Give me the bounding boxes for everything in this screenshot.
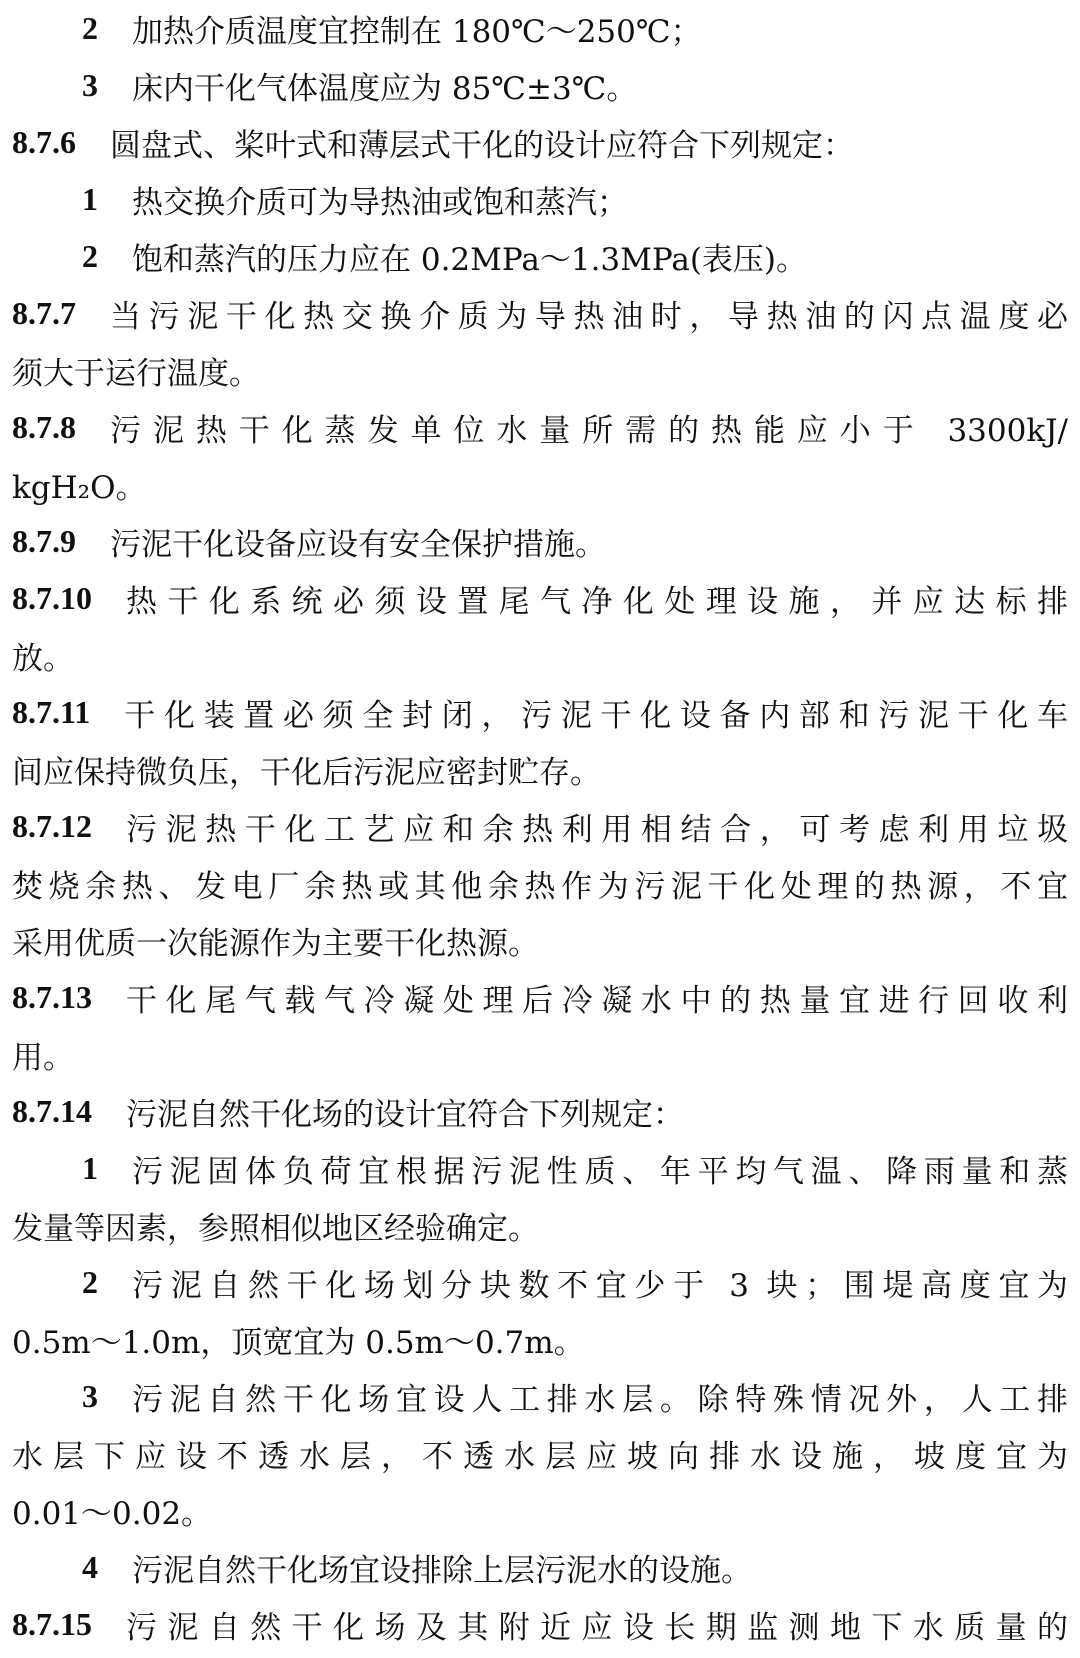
continuation-line [12, 741, 1068, 798]
clause-line [12, 399, 1068, 456]
item-number: 3 [82, 1378, 98, 1414]
clause-number: 8.7.7 [12, 295, 76, 331]
clause-text: kgH₂O。 [12, 470, 147, 506]
item-number: 2 [82, 1264, 98, 1300]
clause-line [12, 570, 1068, 627]
clause-number: 8.7.15 [12, 1606, 92, 1642]
clause-line [12, 1083, 1068, 1140]
clause-text: 污泥热干化工艺应和余热利用相结合，可考虑利用垃圾 [126, 812, 1068, 848]
item-number: 1 [82, 181, 98, 217]
clause-item-line [12, 228, 1068, 285]
clause-item-line [12, 1140, 1068, 1197]
clause-text: 污泥自然干化场及其附近应设长期监测地下水质量的 [126, 1610, 1068, 1646]
clause-text: 圆盘式、桨叶式和薄层式干化的设计应符合下列规定： [110, 128, 854, 164]
continuation-line [12, 912, 1068, 969]
clause-number: 8.7.9 [12, 523, 76, 559]
clause-text: 饱和蒸汽的压力应在 0.2MPa～1.3MPa(表压)。 [132, 242, 808, 278]
continuation-line [12, 1026, 1068, 1083]
clause-text: 污泥自然干化场划分块数不宜少于 3 块；围堤高度宜为 [132, 1268, 1068, 1304]
item-number: 3 [82, 67, 98, 103]
clause-text: 床内干化气体温度应为 85℃±3℃。 [132, 71, 638, 107]
clause-line [12, 684, 1068, 741]
clause-text: 当污泥干化热交换介质为导热油时，导热油的闪点温度必 [110, 299, 1068, 335]
clause-text: 干化尾气载气冷凝处理后冷凝水中的热量宜进行回收利 [126, 983, 1068, 1019]
continuation-line [12, 855, 1068, 912]
clause-line [12, 285, 1068, 342]
clause-text: 焚烧余热、发电厂余热或其他余热作为污泥干化处理的热源，不宜 [12, 869, 1068, 905]
clause-number: 8.7.10 [12, 580, 92, 616]
clause-item-line [12, 1368, 1068, 1425]
item-number: 1 [82, 1150, 98, 1186]
clause-item-line [12, 0, 1068, 57]
clause-number: 8.7.14 [12, 1093, 92, 1129]
clause-text: 发量等因素，参照相似地区经验确定。 [12, 1211, 539, 1247]
clause-text: 污泥固体负荷宜根据污泥性质、年平均气温、降雨量和蒸 [132, 1154, 1068, 1190]
clause-text: 0.01～0.02。 [12, 1496, 213, 1532]
clause-text: 须大于运行温度。 [12, 356, 260, 392]
item-number: 2 [82, 238, 98, 274]
continuation-line [12, 1311, 1068, 1368]
continuation-line [12, 456, 1068, 513]
continuation-line [12, 1197, 1068, 1254]
clause-line [12, 1596, 1068, 1653]
clause-text: 0.5m～1.0m，顶宽宜为 0.5m～0.7m。 [12, 1325, 585, 1361]
clause-text: 污泥干化设备应设有安全保护措施。 [110, 527, 606, 563]
clause-number: 8.7.11 [12, 694, 91, 730]
clause-text: 用。 [12, 1040, 74, 1076]
continuation-line [12, 1425, 1068, 1482]
clause-text: 污泥热干化蒸发单位水量所需的热能应小于 3300kJ/ [110, 413, 1068, 449]
clause-text: 热交换介质可为导热油或饱和蒸汽； [132, 185, 628, 221]
clause-line [12, 969, 1068, 1026]
continuation-line [12, 1482, 1068, 1539]
clause-text: 间应保持微负压，干化后污泥应密封贮存。 [12, 755, 601, 791]
clause-line [12, 513, 1068, 570]
clause-number: 8.7.13 [12, 979, 92, 1015]
clause-text: 污泥自然干化场宜设排除上层污泥水的设施。 [132, 1553, 752, 1589]
clause-item-line [12, 1539, 1068, 1596]
clause-text: 采用优质一次能源作为主要干化热源。 [12, 926, 539, 962]
clause-item-line [12, 1254, 1068, 1311]
clause-text: 污泥自然干化场的设计宜符合下列规定： [126, 1097, 684, 1133]
clause-item-line [12, 171, 1068, 228]
clause-text: 放。 [12, 641, 74, 677]
item-number: 2 [82, 10, 98, 46]
clause-line [12, 114, 1068, 171]
clause-text: 干化装置必须全封闭，污泥干化设备内部和污泥干化车 [124, 698, 1068, 734]
continuation-line [12, 342, 1068, 399]
clause-number: 8.7.6 [12, 124, 76, 160]
clause-text: 加热介质温度宜控制在 180℃～250℃； [132, 14, 702, 50]
clause-number: 8.7.12 [12, 808, 92, 844]
item-number: 4 [82, 1549, 98, 1585]
clause-item-line [12, 57, 1068, 114]
clause-number: 8.7.8 [12, 409, 76, 445]
clause-line [12, 798, 1068, 855]
clause-text: 热干化系统必须设置尾气净化处理设施，并应达标排 [126, 584, 1068, 620]
clause-text: 污泥自然干化场宜设人工排水层。除特殊情况外，人工排 [132, 1382, 1068, 1418]
clause-text: 水层下应设不透水层，不透水层应坡向排水设施，坡度宜为 [12, 1439, 1068, 1475]
continuation-line [12, 627, 1068, 684]
